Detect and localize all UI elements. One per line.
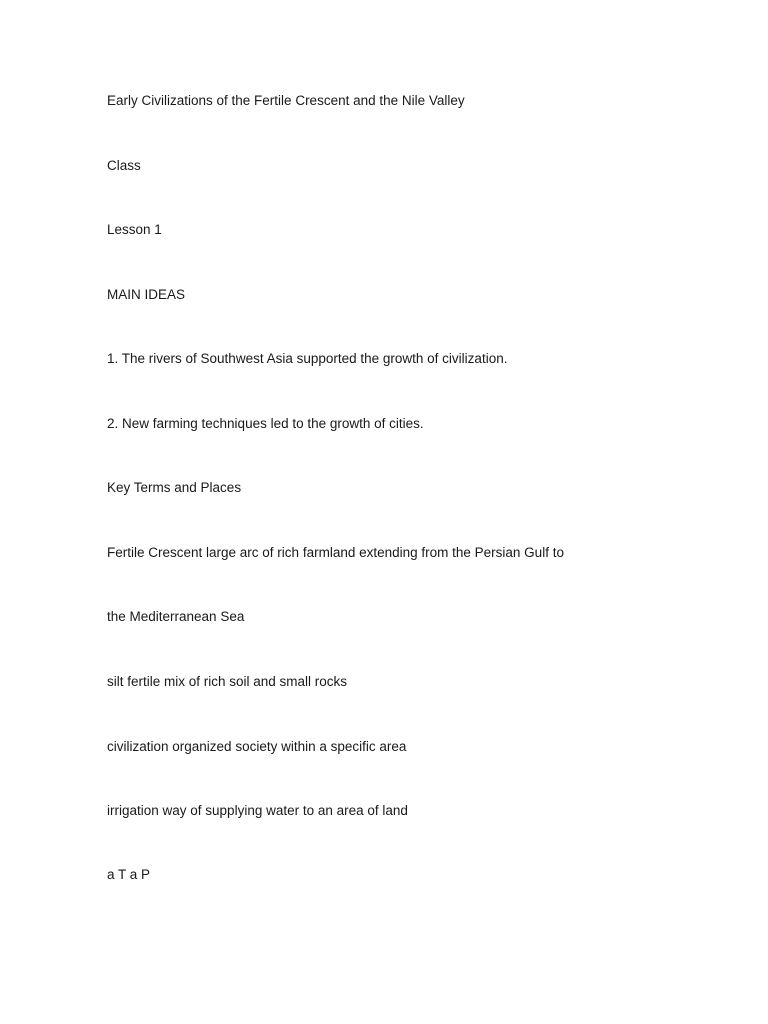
term-fertile-crescent-cont: the Mediterranean Sea	[107, 609, 245, 624]
lesson-label: Lesson 1	[107, 222, 162, 237]
class-label: Class	[107, 158, 141, 173]
term-fertile-crescent: Fertile Crescent large arc of rich farmland extending from the Persian Gulf to	[107, 545, 564, 560]
term-irrigation: irrigation way of supplying water to an area of land	[107, 803, 408, 818]
main-idea-2: 2. New farming techniques led to the growth of cities.	[107, 416, 424, 431]
key-terms-heading: Key Terms and Places	[107, 480, 242, 495]
term-civilization: civilization organized society within a specific area	[107, 739, 407, 754]
term-silt: silt fertile mix of rich soil and small rocks	[107, 674, 348, 689]
trailing-fragment: a T a P	[107, 867, 151, 882]
main-ideas-heading: MAIN IDEAS	[107, 287, 186, 302]
document-title: Early Civilizations of the Fertile Crescent and the Nile Valley	[107, 93, 465, 108]
main-idea-1: 1. The rivers of Southwest Asia supported the growth of civilization.	[107, 351, 508, 366]
